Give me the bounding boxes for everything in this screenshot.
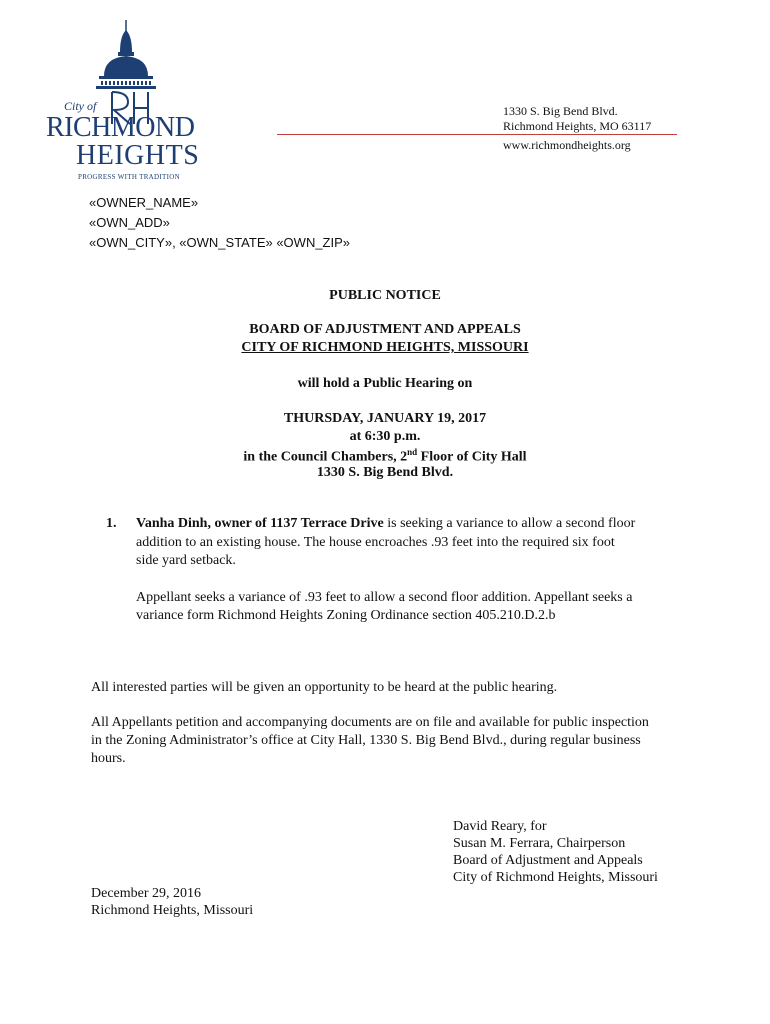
item-bold-lead: Vanha Dinh, owner of 1137 Terrace Drive [136,516,384,531]
item-line1 [136,515,635,533]
city-name: CITY OF RICHMOND HEIGHTS, MISSOURI [241,340,529,355]
petition-line2: in the Zoning Administrator’s office at City Hall, 1330 S. Big Bend Blvd., during regular business [91,733,641,748]
interested-parties-text: All interested parties will be given an opportunity to be heard at the public hearing. [91,680,558,695]
item-line2: addition to an existing house. The house encroaches .93 feet into the required six foot [136,535,615,550]
notice-title: PUBLIC NOTICE [329,288,441,303]
dateline-place: Richmond Heights, Missouri [91,903,254,918]
logo-tagline: PROGRESS WITH TRADITION [78,173,180,181]
item-line1-rest: is seeking a variance to allow a second floor [383,516,636,531]
signature-line3: Board of Adjustment and Appeals [453,853,643,868]
item-line3: side yard setback. [136,553,236,568]
hearing-date: THURSDAY, JANUARY 19, 2017 [283,411,487,426]
recipient-name: «OWNER_NAME» [89,195,199,210]
petition-line3: hours. [91,751,126,766]
signature-line2: Susan M. Ferrara, Chairperson [453,836,626,851]
logo-name-line2: HEIGHTS [76,140,200,171]
item-number: 1. [106,516,117,531]
location-pre: in the Council Chambers, 2 [243,449,408,465]
petition-line1: All Appellants petition and accompanying documents are on file and available for public inspection [91,715,649,730]
logo-city-of: City of [64,99,97,113]
will-hold-text: will hold a Public Hearing on [297,376,473,391]
city-logo [44,20,214,181]
hearing-location [0,447,770,466]
board-name: BOARD OF ADJUSTMENT AND APPEALS [249,322,521,337]
logo-name-line1: RICHMOND [46,112,195,143]
item-para2-line1: Appellant seeks a variance of .93 feet to allow a second floor addition. Appellant seeks a [136,590,633,605]
recipient-city-state-zip: «OWN_CITY», «OWN_STATE» «OWN_ZIP» [89,235,351,250]
signature-line4: City of Richmond Heights, Missouri [453,870,658,885]
address-line2: Richmond Heights, MO 63117 [503,119,652,133]
item-para2-line2: variance form Richmond Heights Zoning Ordinance section 405.210.D.2.b [136,608,556,623]
signature-line1: David Reary, for [453,819,547,834]
hearing-time: at 6:30 p.m. [349,429,421,444]
recipient-address: «OWN_ADD» [89,215,170,230]
address-line1: 1330 S. Big Bend Blvd. [503,104,618,118]
location-post: Floor of City Hall [417,449,527,465]
website-link[interactable]: www.richmondheights.org [503,138,631,152]
letterhead-rule [277,134,677,135]
hearing-address: 1330 S. Big Bend Blvd. [316,465,454,480]
location-sup: nd [407,447,418,457]
dateline-date: December 29, 2016 [91,886,202,901]
city-name-row [0,340,770,356]
